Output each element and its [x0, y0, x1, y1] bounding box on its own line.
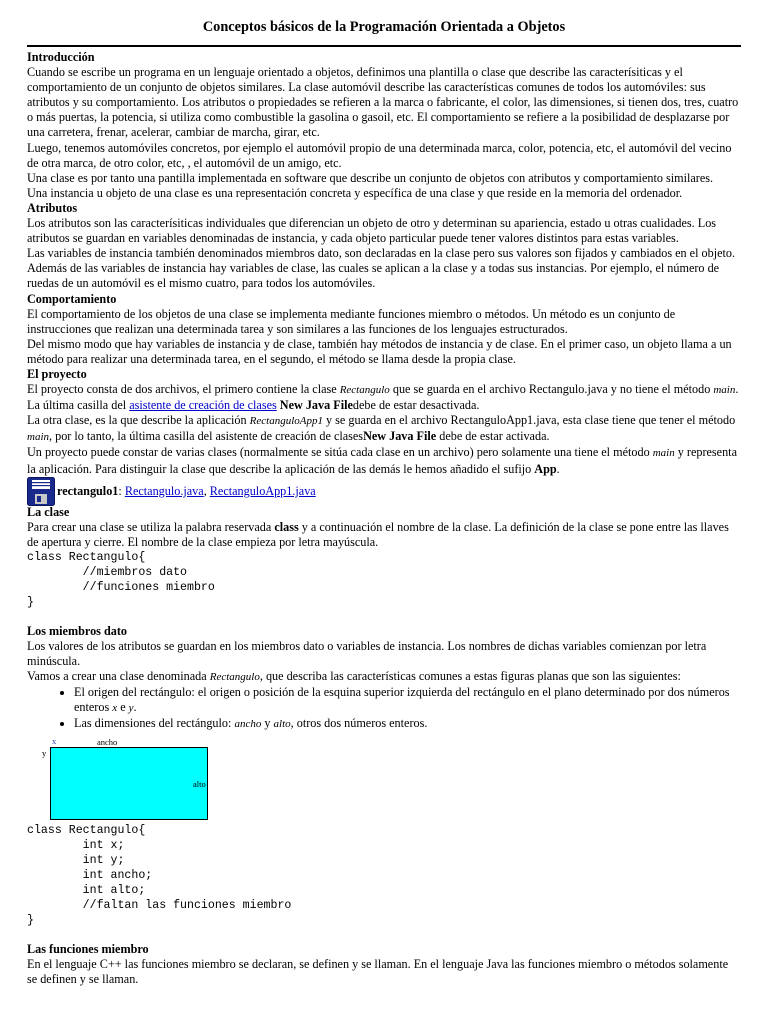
- code-block-clase: class Rectangulo{ //miembros dato //funciones miembro }: [27, 550, 215, 609]
- heading-miembros-dato: Los miembros dato: [27, 623, 127, 638]
- comportamiento-paragraph-2: Del mismo modo que hay variables de instancia y de clase, también hay métodos de instancia y de clase. En el primer caso, un objeto llama a un método para realizar una determinada tarea, en el segundo, el método se llama desde la propia clase.: [27, 336, 732, 366]
- project-name: rectangulo1: [57, 483, 119, 498]
- figure-label-y: y: [42, 747, 47, 758]
- proyecto-paragraph-1: El proyecto consta de dos archivos, el primero contiene la clase Rectangulo que se guarda en el archivo Rectangulo.java y no tiene el método main. La última casilla del asistente de creación de clases New Java Filedebe de estar desactivada.: [27, 382, 739, 413]
- comportamiento-paragraph-1: El comportamiento de los objetos de una clase se implementa mediante funciones miembro o métodos. Un método es un conjunto de instrucciones que realizan una determinada tarea y son similares a las funciones de los lenguajes estructurados.: [27, 306, 676, 336]
- clase-paragraph-1: Para crear una clase se utiliza la palabra reservada class y a continuación el nombre de la clase. La definición de la clase se pone entre las llaves de apertura y cierre. El nombre de la clase empieza por letra mayúscula.: [27, 519, 729, 549]
- miembros-paragraph-1: Los valores de los atributos se guardan en los miembros dato o variables de instancia. Los nombres de dichas variables comienzan por letra minúscula.: [27, 639, 707, 669]
- atributos-paragraph-1: Los atributos son las caracterísiticas individuales que diferencian un objeto de otro y determinan su apariencia, estado u otras cualidades. Los atributos se guardan en variables denominadas de instancia, y cada objeto particular puede tener valores distintos para estas variables.: [27, 216, 717, 246]
- rectanguloapp1-java-link[interactable]: RectanguloApp1.java: [209, 483, 316, 498]
- download-row: rectangulo1: Rectangulo.java, RectanguloApp1.java: [27, 481, 741, 505]
- heading-proyecto: El proyecto: [27, 366, 87, 381]
- proyecto-paragraph-3: Un proyecto puede constar de varias clases (normalmente se sitúa cada clase en un archivo) pero solamente una tiene el método main y representa la aplicación. Para distinguir la clase que describe la aplicación de las demás le hemos añadido el sufijo App.: [27, 445, 737, 476]
- intro-paragraph-4: Una instancia u objeto de una clase es una representación concreta y específica de una clase y que reside en la memoria del ordenador.: [27, 185, 683, 200]
- floppy-disk-icon[interactable]: [27, 477, 55, 506]
- rectangle-figure: [27, 737, 741, 817]
- asistente-clases-link[interactable]: asistente de creación de clases: [129, 398, 277, 413]
- list-item: • El origen del rectángulo: el origen o posición de la esquina superior izquierda del rectángulo en el plano determinado por dos números enteros x e y.: [74, 685, 741, 716]
- heading-atributos: Atributos: [27, 200, 78, 215]
- heading-la-clase: La clase: [27, 504, 70, 519]
- proyecto-paragraph-2: La otra clase, es la que describe la aplicación RectanguloApp1 y se guarda en el archivo RectanguloApp1.java, esta clase tiene que tener el método main, por lo tanto, la última casilla del asistente de creación de clasesNew Java File debe de estar activada.: [27, 413, 736, 444]
- page-title: Conceptos básicos de la Programación Orientada a Objetos: [202, 19, 566, 35]
- title-divider: [27, 45, 741, 47]
- figure-label-alto: alto: [193, 778, 206, 789]
- heading-funciones-miembro: Las funciones miembro: [27, 941, 149, 956]
- code-block-miembros: class Rectangulo{ int x; int y; int ancho; int alto; //faltan las funciones miembro }: [27, 823, 292, 927]
- intro-paragraph-1: Cuando se escribe un programa en un lenguaje orientado a objetos, definimos una plantilla o clase que describe las caracterísiticas y el comportamiento de un conjunto de objetos similares. La clase automóvil describe las características comunes de todos los automóviles: sus atributos y su comportamiento. Los atributos o propiedades se refieren a la marca o fabricante, el color, las dimensiones, si tienen dos, tres, cuatro o más puertas, la potencia, si utiliza como combustible la gasolina o gasoil, etc. El comportamiento se refiere a la posibilidad de desplazarse por una carretera, frenar, acelerar, cambiar de marcha, girar, etc.: [27, 65, 739, 140]
- list-item: • Las dimensiones del rectángulo: ancho y alto, otros dos números enteros.: [74, 716, 741, 732]
- rectangulo-java-link[interactable]: Rectangulo.java: [124, 483, 204, 498]
- funciones-paragraph-1: En el lenguaje C++ las funciones miembro se declaran, se definen y se llaman. En el lenguaje Java las funciones miembro o métodos solamente se definen y se llaman.: [27, 956, 729, 986]
- features-list: [27, 685, 741, 732]
- atributos-paragraph-2: Las variables de instancia también denominados miembros dato, son declaradas en la clase pero sus valores son fijados y cambiados en el objeto.: [27, 246, 736, 261]
- rectangle-shape: [50, 747, 208, 820]
- heading-introduccion: Introducción: [27, 50, 95, 64]
- intro-paragraph-2: Luego, tenemos automóviles concretos, por ejemplo el automóvil propio de una determinada marca, color, potencia, etc, el automóvil del vecino de otra marca, de otro color, etc, , el automóvil de un amigo, etc.: [27, 140, 732, 170]
- figure-label-x: x: [52, 735, 57, 746]
- figure-label-ancho: ancho: [97, 736, 118, 747]
- atributos-paragraph-3: Además de las variables de instancia hay variables de clase, las cuales se aplican a la clase y a todas sus instancias. Por ejemplo, el número de ruedas de un automóvil es el mismo cuatro, para todos los automóviles.: [27, 261, 720, 291]
- miembros-paragraph-2: Vamos a crear una clase denominada Rectangulo, que describa las características comunes a estas figuras planas que son las siguientes:: [27, 669, 681, 684]
- intro-paragraph-3: Una clase es por tanto una pantilla implementada en software que describe un conjunto de objetos con atributos y comportamiento similares.: [27, 170, 714, 185]
- heading-comportamiento: Comportamiento: [27, 291, 117, 306]
